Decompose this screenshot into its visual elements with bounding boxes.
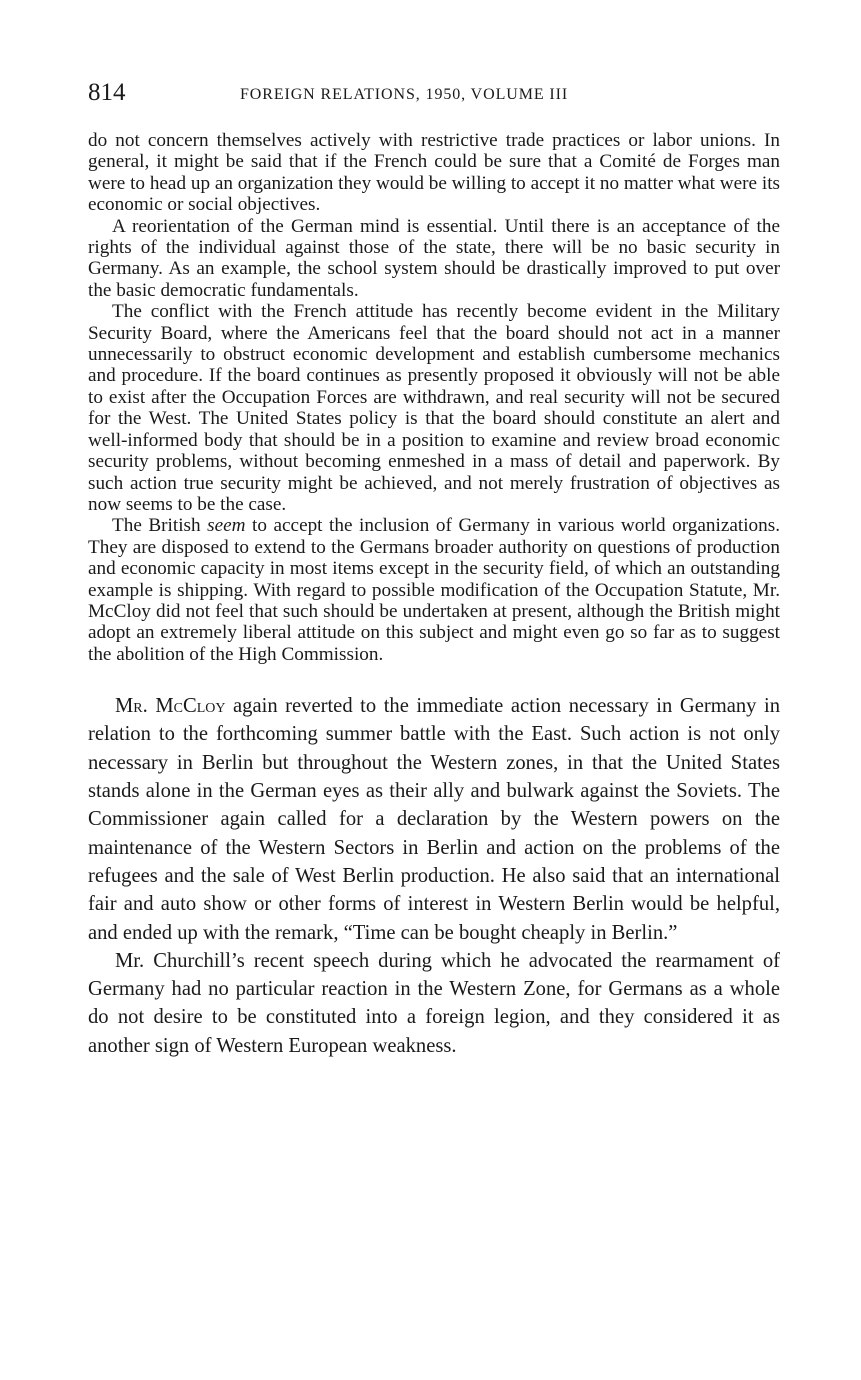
speaker-name: Mr. McCloy [115, 695, 226, 718]
paragraph-6: Mr. Churchill’s recent speech during which he advocated the rearmament of Germany had no particular reaction in the Western Zone, for Germans as a whole do not desire to be constituted into a foreign legion, and they considered it as another sign of Western European weakness. [88, 949, 780, 1057]
paragraph-4-rest: to accept the inclusion of Germany in various world organizations. They are disposed to extend to the Germans broader authority on questions of production and economic capacity in most items except in the security field, of which an outstanding example is shipping. With regard to possible modification of the Occupation Statute, Mr. McCloy did not feel that such should be undertaken at present, although the British might adopt an extremely liberal attitude on this subject and might even go so far as to suggest the abolition of the High Commission. [88, 515, 780, 665]
page-header [88, 76, 780, 116]
paragraph-5-rest: again reverted to the immediate action necessary in Germany in relation to the forthcoming summer battle with the East. Such action is not only necessary in Berlin but throughout the Western zones, in that the United States stands alone in the German eyes as their ally and bulwark against the Soviets. The Commissioner again called for a declaration by the Western powers on the maintenance of the Western Sectors in Berlin and action on the problems of the refugees and the sale of West Berlin production. He also said that an international fair and auto show or other forms of interest in Western Berlin would be helpful, and ended up with the remark, “Time can be bought cheaply in Berlin.” [88, 695, 781, 944]
paragraph-4-emphasis: seem [207, 515, 246, 537]
paragraph-1: do not concern themselves actively with restrictive trade practices or labor unions. In general, it might be said that if the French could be sure that a Comité de Forges man were to head up an organization they would be willing to accept it no matter what were its economic or social objectives. [88, 130, 780, 216]
paragraph-3: The conflict with the French attitude has recently become evident in the Military Security Board, where the Americans feel that the board should not act in a manner unnecessarily to obstruct economic development and establish cumbersome mechanics and procedure. If the board continues as presently proposed it obviously will not be able to exist after the Occupation Forces are withdrawn, and real security will not be secured for the West. The United States policy is that the board should constitute an alert and well-informed body that should be in a position to examine and review broad economic security problems, without becoming enmeshed in a mass of detail and paperwork. By such action true security might be achieved, and not merely frustration of objectives as now seems to be the case. [88, 301, 780, 515]
paragraph-4-start: The British [112, 515, 208, 537]
page-number: 814 [88, 79, 126, 106]
paragraph-4 [88, 515, 780, 665]
paragraph-5 [88, 692, 780, 947]
document-page [88, 76, 780, 1060]
main-text-block [88, 692, 780, 1060]
running-head: FOREIGN RELATIONS, 1950, VOLUME III [240, 86, 569, 103]
summary-text-block [88, 130, 780, 665]
paragraph-2: A reorientation of the German mind is essential. Until there is an acceptance of the rights of the individual against those of the state, there will be no basic security in Germany. As an example, the school system should be drastically improved to put over the basic democratic fundamentals. [88, 215, 780, 301]
